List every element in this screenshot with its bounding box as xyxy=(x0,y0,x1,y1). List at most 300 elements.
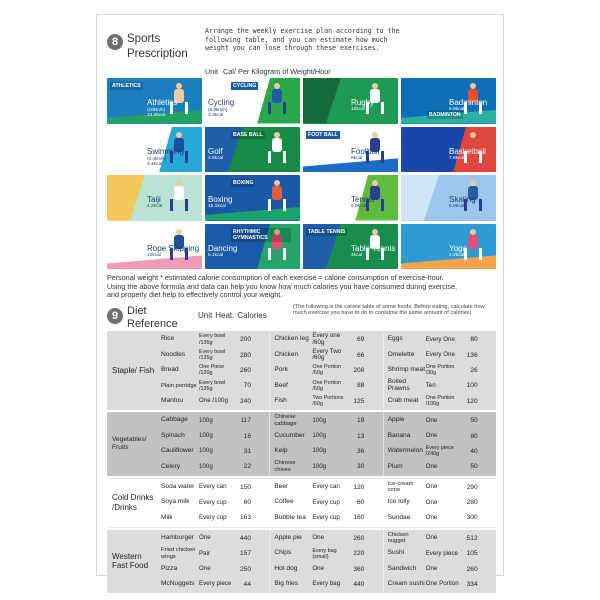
food-name: Kelp xyxy=(274,447,288,455)
food-item xyxy=(388,347,496,362)
sport-calories: 4.4kcal xyxy=(147,161,163,167)
food-quantity: One Piece /120g xyxy=(199,364,225,377)
food-calories: 31 xyxy=(243,447,251,455)
food-name: Chicken nugget xyxy=(387,531,409,545)
food-name: Apple pie xyxy=(274,534,302,542)
section-9-note: (The following is the calorie table of some foods. Before eating, calculate how much exercise you have to do to consume the same amount of calories) xyxy=(293,304,485,317)
unit-calories: Calories xyxy=(237,311,267,320)
food-calories: 200 xyxy=(239,336,251,344)
food-calories: 117 xyxy=(240,417,251,425)
sport-tile-football xyxy=(303,127,398,173)
sport-calories: 5.1kcal xyxy=(208,252,224,258)
food-item xyxy=(388,459,496,474)
food-quantity: One /100g xyxy=(199,397,228,405)
food-item xyxy=(161,332,269,347)
food-name: Beer xyxy=(274,482,289,490)
document-page xyxy=(96,14,504,589)
food-item xyxy=(161,510,269,525)
food-calories: 66 xyxy=(356,351,365,359)
food-name: Milk xyxy=(161,513,173,521)
unit-value: Cal/ Per Kilogram of Weight/Hour xyxy=(222,67,331,76)
sport-tile-boxing xyxy=(205,175,300,221)
food-name: Coffee xyxy=(274,498,294,506)
food-quantity: Every can xyxy=(199,483,227,491)
food-calories: 69 xyxy=(356,336,365,344)
food-calories: 44 xyxy=(243,581,251,589)
sport-tile-badminton xyxy=(401,78,496,124)
section-8-desc-line: following table, and you can estimate how much xyxy=(205,35,388,44)
tile-accent-shape xyxy=(107,175,145,221)
food-calories: 360 xyxy=(353,565,365,573)
tile-badge: BADMINTON xyxy=(429,112,461,118)
food-name: Bubble tea xyxy=(274,513,306,521)
sport-name: Basketball xyxy=(449,146,486,156)
food-calories: 60 xyxy=(243,499,251,507)
sport-tile-tennis xyxy=(303,175,398,221)
food-quantity: One xyxy=(425,513,438,521)
food-item xyxy=(274,561,382,576)
diet-columns xyxy=(157,530,496,594)
diet-columns xyxy=(157,479,496,527)
unit-label: Unit xyxy=(198,311,213,320)
food-quantity: Every bag (small) xyxy=(312,547,337,560)
sport-name: Athletics xyxy=(147,98,178,107)
diet-category-label: Vegetables/ Fruits xyxy=(107,412,157,476)
food-name: Hot dog xyxy=(274,564,298,572)
food-quantity: Ten xyxy=(425,381,436,389)
sport-calories: 15.1kcal xyxy=(208,204,226,209)
diet-columns xyxy=(157,331,496,410)
sport-name: Table Tennis xyxy=(351,243,396,253)
food-item xyxy=(274,378,382,393)
diet-columns xyxy=(157,412,496,476)
section-8-number: 8 xyxy=(107,34,123,50)
food-calories: 260 xyxy=(466,565,478,573)
food-calories: 150 xyxy=(239,483,251,491)
sport-calories: 4kcal xyxy=(351,252,363,258)
food-quantity: One xyxy=(425,498,438,506)
sport-name: Football xyxy=(351,146,380,156)
food-quantity: One xyxy=(312,534,325,542)
food-name: Spinach xyxy=(161,431,185,439)
formula-line: Personal weight * estimated calorie consumption of each exercise = calorie consumption of exercise-hour. xyxy=(107,273,444,282)
diet-column xyxy=(269,331,382,410)
sport-calories: 4.2kcal xyxy=(147,204,163,209)
food-calories: 22 xyxy=(243,463,251,471)
food-item xyxy=(161,546,269,561)
sport-tile-rugby xyxy=(303,78,398,124)
food-calories: 80 xyxy=(470,432,478,440)
food-calories: 88 xyxy=(356,382,365,390)
food-calories: 280 xyxy=(466,499,478,507)
sport-tile-table-tennis xyxy=(303,224,398,270)
food-quantity: Two Portions /60g xyxy=(312,395,344,408)
sport-name: Taiji xyxy=(147,195,161,204)
food-item xyxy=(161,394,269,409)
food-quantity: 100g xyxy=(199,416,213,424)
food-item xyxy=(274,495,382,510)
food-item xyxy=(388,480,496,495)
food-quantity: One xyxy=(199,534,211,542)
sport-tile-athletics xyxy=(107,78,202,124)
food-item xyxy=(274,577,382,592)
food-calories: 80 xyxy=(470,336,478,344)
food-name: Sundae xyxy=(387,513,411,521)
food-item xyxy=(274,363,382,378)
sport-name: Yoga xyxy=(449,243,467,253)
sport-name: Swimming xyxy=(147,146,184,156)
food-quantity: 100g xyxy=(199,462,213,470)
section-8-title-line1: Sports xyxy=(127,33,161,45)
section-9-title xyxy=(127,305,178,331)
tile-accent-shape xyxy=(401,175,439,221)
food-name: Chicken leg xyxy=(274,335,309,343)
food-calories: 120 xyxy=(466,397,478,405)
food-item xyxy=(274,444,382,459)
section-8-desc-line: weight you can lose through these exercises. xyxy=(205,44,380,53)
tile-badge: TABLE TENNIS xyxy=(308,228,346,235)
food-item xyxy=(161,480,269,495)
food-item xyxy=(161,363,269,378)
diet-column xyxy=(269,479,382,527)
unit-heat: Heat. xyxy=(215,311,235,320)
food-calories: 40 xyxy=(470,447,478,455)
food-name: Chips xyxy=(274,549,292,557)
food-quantity: One xyxy=(425,462,438,470)
food-quantity: Every can xyxy=(312,483,340,491)
sport-tile-yoga xyxy=(401,224,496,270)
food-quantity: Every piece xyxy=(425,549,458,557)
food-item xyxy=(274,546,382,561)
section-8-title xyxy=(127,32,188,62)
diet-category-staple-fish xyxy=(107,331,496,410)
sport-tile-rope-skipping xyxy=(107,224,202,270)
athlete-figure-icon xyxy=(262,132,292,166)
food-quantity: Every Two /60g xyxy=(312,347,342,362)
diet-column xyxy=(383,331,496,410)
sport-calories: 7.8kcal xyxy=(449,155,465,161)
sport-name: Rugby xyxy=(351,98,375,107)
food-quantity: 100g xyxy=(312,431,327,439)
food-calories: 60 xyxy=(356,499,365,507)
sport-name: Badminton xyxy=(449,98,488,107)
sport-tile-basketball xyxy=(401,127,496,173)
food-item xyxy=(161,428,269,443)
food-name: Plain porridge xyxy=(161,382,197,389)
food-calories: 220 xyxy=(353,550,365,558)
food-item xyxy=(388,378,496,393)
food-item xyxy=(274,394,382,409)
food-quantity: One xyxy=(425,483,438,491)
diet-category-western-fast-food xyxy=(107,530,496,594)
food-calories: 334 xyxy=(466,581,478,589)
food-calories: 30 xyxy=(356,463,365,471)
diet-category-label: Cold Drinks /Drinks xyxy=(107,479,157,527)
food-calories: 163 xyxy=(239,514,251,522)
food-item xyxy=(388,363,496,378)
food-item xyxy=(161,531,269,546)
sport-calories: 13.2kcal xyxy=(147,113,165,118)
formula-text xyxy=(107,274,502,300)
sport-calories: 4.2kcal xyxy=(449,252,465,258)
food-quantity: One xyxy=(425,534,438,542)
food-calories: 16 xyxy=(243,432,251,440)
food-quantity: One Portion /30g xyxy=(425,364,455,377)
diet-column xyxy=(157,331,269,410)
food-item xyxy=(388,510,496,525)
food-item xyxy=(388,444,496,459)
food-quantity: Every cup xyxy=(199,513,227,521)
tile-badge: RHYTHMIC GYMNASTICS xyxy=(231,228,291,242)
food-name: Shrimp meat xyxy=(387,366,426,374)
sport-calories: 10kcal xyxy=(147,252,161,258)
food-item xyxy=(388,577,496,592)
sport-calories: 5.9kcal xyxy=(449,204,465,209)
food-name: Fried chicken wings xyxy=(161,547,196,560)
food-item xyxy=(161,495,269,510)
food-calories: 100 xyxy=(466,382,478,390)
food-name: Cauliflower xyxy=(161,447,194,455)
diet-column xyxy=(383,530,496,594)
sport-speed: (10km/h) xyxy=(147,107,166,112)
food-quantity: One Portion /60g xyxy=(312,364,342,377)
sport-name: Skating xyxy=(449,195,476,204)
food-quantity: 100g xyxy=(312,447,327,455)
food-calories: 280 xyxy=(239,351,251,359)
food-name: Pizza xyxy=(161,564,178,572)
food-calories: 19 xyxy=(356,417,365,425)
diet-column xyxy=(269,530,382,594)
food-item xyxy=(161,577,269,592)
tile-badge: ATHLETICS xyxy=(112,83,141,89)
food-calories: 208 xyxy=(353,366,365,374)
food-calories: 120 xyxy=(353,483,365,491)
diet-category-vegetables-fruits xyxy=(107,412,496,476)
food-name: Hamburger xyxy=(161,534,194,542)
food-name: McNuggets xyxy=(161,580,195,588)
food-quantity: Every bowl /135g xyxy=(199,348,226,362)
food-quantity: Every cup xyxy=(199,498,227,506)
food-name: Sushi xyxy=(387,549,405,557)
food-quantity: Every bowl /135g xyxy=(199,379,226,392)
food-name: Crab meat xyxy=(387,396,419,404)
food-name: Plum xyxy=(387,462,403,470)
diet-column xyxy=(157,530,269,594)
food-item xyxy=(161,444,269,459)
food-calories: 70 xyxy=(243,382,251,390)
food-item xyxy=(274,332,382,347)
food-item xyxy=(388,495,496,510)
sport-name: Tennis xyxy=(351,195,375,204)
food-quantity: Every One xyxy=(425,335,455,343)
food-item xyxy=(274,428,382,443)
food-quantity: Every bowl /135g xyxy=(199,333,226,346)
food-name: Chicken xyxy=(274,350,299,358)
food-quantity: One xyxy=(199,565,211,573)
food-calories: 440 xyxy=(239,534,251,542)
food-calories: 440 xyxy=(353,581,365,589)
food-name: Apple xyxy=(387,416,405,424)
sport-calories: 8kcal xyxy=(351,155,363,161)
diet-column xyxy=(269,412,382,476)
food-calories: 13 xyxy=(356,432,365,440)
diet-table xyxy=(107,331,496,595)
food-quantity: 100g xyxy=(312,416,327,424)
tile-badge: BOXING xyxy=(233,180,254,186)
food-quantity: Every bag xyxy=(312,580,341,588)
sport-name: Dancing xyxy=(208,243,238,253)
food-item xyxy=(274,413,382,428)
food-name: Cabbage xyxy=(161,416,188,424)
food-calories: 36 xyxy=(356,447,365,455)
food-quantity: Pair xyxy=(199,549,211,557)
food-calories: 290 xyxy=(466,483,478,491)
section-9-number: 9 xyxy=(107,308,123,324)
section-8-desc-line: Arrange the weekly exercise plan according to the xyxy=(205,27,400,35)
sport-name: Cycling xyxy=(208,98,235,107)
food-calories: 26 xyxy=(470,366,478,374)
food-calories: 300 xyxy=(466,514,478,522)
food-quantity: One Portion xyxy=(425,580,459,588)
sport-name: Rope Skipping xyxy=(147,243,200,253)
food-name: Fish xyxy=(274,396,287,404)
sport-tile-cycling xyxy=(205,78,300,124)
sport-tile-swimming xyxy=(107,127,202,173)
food-item xyxy=(388,546,496,561)
food-item xyxy=(161,459,269,474)
food-quantity: Every piece xyxy=(199,580,232,588)
sport-name: Golf xyxy=(208,146,223,156)
food-name: Bread xyxy=(161,366,179,374)
sport-speed: (0.4km/h) xyxy=(147,155,167,161)
food-quantity: 100g xyxy=(199,447,213,455)
food-name: Noodles xyxy=(161,350,186,358)
sport-tile-dancing xyxy=(205,224,300,270)
food-item xyxy=(274,347,382,362)
sport-calories: 6.9kcal xyxy=(449,107,465,112)
food-name: Watermelon xyxy=(387,447,423,455)
food-calories: 157 xyxy=(239,550,251,558)
diet-column xyxy=(383,479,496,527)
tile-accent-shape xyxy=(303,78,341,124)
food-quantity: One xyxy=(425,416,438,424)
food-quantity: One xyxy=(425,565,438,573)
diet-column xyxy=(383,412,496,476)
food-quantity: One xyxy=(312,565,325,573)
food-item xyxy=(388,531,496,546)
diet-category-cold-drinks-drinks xyxy=(107,478,496,528)
food-calories: 136 xyxy=(466,351,478,359)
food-quantity: Every One xyxy=(425,350,455,358)
food-calories: 50 xyxy=(470,417,478,425)
food-item xyxy=(161,347,269,362)
food-name: Soda water xyxy=(161,482,195,490)
food-name: Cream sushi xyxy=(387,580,425,588)
sport-calories: 4.5kcal xyxy=(208,155,224,161)
food-quantity: 100g xyxy=(199,431,213,439)
sport-tile-taiji xyxy=(107,175,202,221)
food-item xyxy=(388,394,496,409)
food-calories: 260 xyxy=(239,366,251,374)
food-name: Beef xyxy=(274,381,288,389)
section-8-title-line2: Prescription xyxy=(127,48,188,60)
food-name: Mantou xyxy=(161,396,183,404)
food-quantity: Every cup xyxy=(312,513,340,521)
food-item xyxy=(274,510,382,525)
food-item xyxy=(161,413,269,428)
food-calories: 260 xyxy=(353,534,365,542)
sport-calories: 10kcal xyxy=(351,107,365,112)
food-quantity: One xyxy=(425,431,438,439)
food-item xyxy=(274,459,382,474)
food-item xyxy=(388,413,496,428)
food-quantity: One Portion /100g xyxy=(425,395,455,408)
food-calories: 512 xyxy=(466,534,478,542)
food-item xyxy=(388,428,496,443)
unit-label: Unit xyxy=(205,67,218,76)
food-name: Pork xyxy=(274,366,288,374)
tile-badge: CYCLING xyxy=(233,83,257,89)
food-name: Eggs xyxy=(387,335,403,343)
food-item xyxy=(388,332,496,347)
sport-speed: (8.8km/h) xyxy=(208,107,228,112)
athlete-figure-icon xyxy=(262,180,292,214)
food-quantity: One Portion /60g xyxy=(312,379,342,392)
athlete-figure-icon xyxy=(164,180,194,214)
food-name: Celery xyxy=(161,462,181,470)
food-name: Omelette xyxy=(387,350,415,358)
food-item xyxy=(274,480,382,495)
food-calories: 250 xyxy=(239,565,251,573)
food-item xyxy=(388,561,496,576)
formula-line: Using the above formula and data can help you know how much calories you have consumed during exercise, xyxy=(107,281,457,291)
food-calories: 160 xyxy=(353,514,365,522)
sport-name: Boxing xyxy=(208,195,233,204)
section-8-unit xyxy=(205,67,336,76)
food-calories: 105 xyxy=(466,550,478,558)
sport-calories: 3.3kcal xyxy=(208,113,224,118)
food-quantity: Every piece /240g xyxy=(425,445,454,458)
tile-badge: FOOT BALL xyxy=(308,131,338,138)
food-name: Chinese cabbage xyxy=(274,414,297,427)
food-name: Boiled Prawns xyxy=(387,378,410,392)
section-9-title-line1: Diet xyxy=(127,305,147,317)
food-quantity: Every cup xyxy=(312,498,340,506)
food-name: Big fries xyxy=(274,580,299,588)
food-calories: 240 xyxy=(239,397,251,405)
tile-badge: BASE BALL xyxy=(233,131,263,138)
diet-category-label: Staple/ Fish xyxy=(107,331,157,410)
formula-line: and properly diet help to effectively control your weight. xyxy=(107,290,283,300)
food-name: Sandwich xyxy=(387,564,417,572)
food-name: Cucumber xyxy=(274,431,305,439)
diet-category-label: Western Fast Food xyxy=(107,530,157,594)
diet-column xyxy=(157,412,269,476)
food-item xyxy=(161,561,269,576)
food-item xyxy=(274,531,382,546)
sport-tile-golf xyxy=(205,127,300,173)
sport-calories: 6.9kcal xyxy=(351,204,367,209)
food-name: Ice lolly xyxy=(387,498,410,506)
section-9-unit xyxy=(198,311,270,320)
food-calories: 125 xyxy=(353,397,365,405)
food-name: Banana xyxy=(387,431,411,439)
section-9-title-line2: Reference xyxy=(127,318,178,330)
food-quantity: Every one /60g xyxy=(312,332,341,346)
section-8-description xyxy=(205,27,405,53)
food-item xyxy=(161,378,269,393)
athlete-figure-icon xyxy=(262,83,292,117)
